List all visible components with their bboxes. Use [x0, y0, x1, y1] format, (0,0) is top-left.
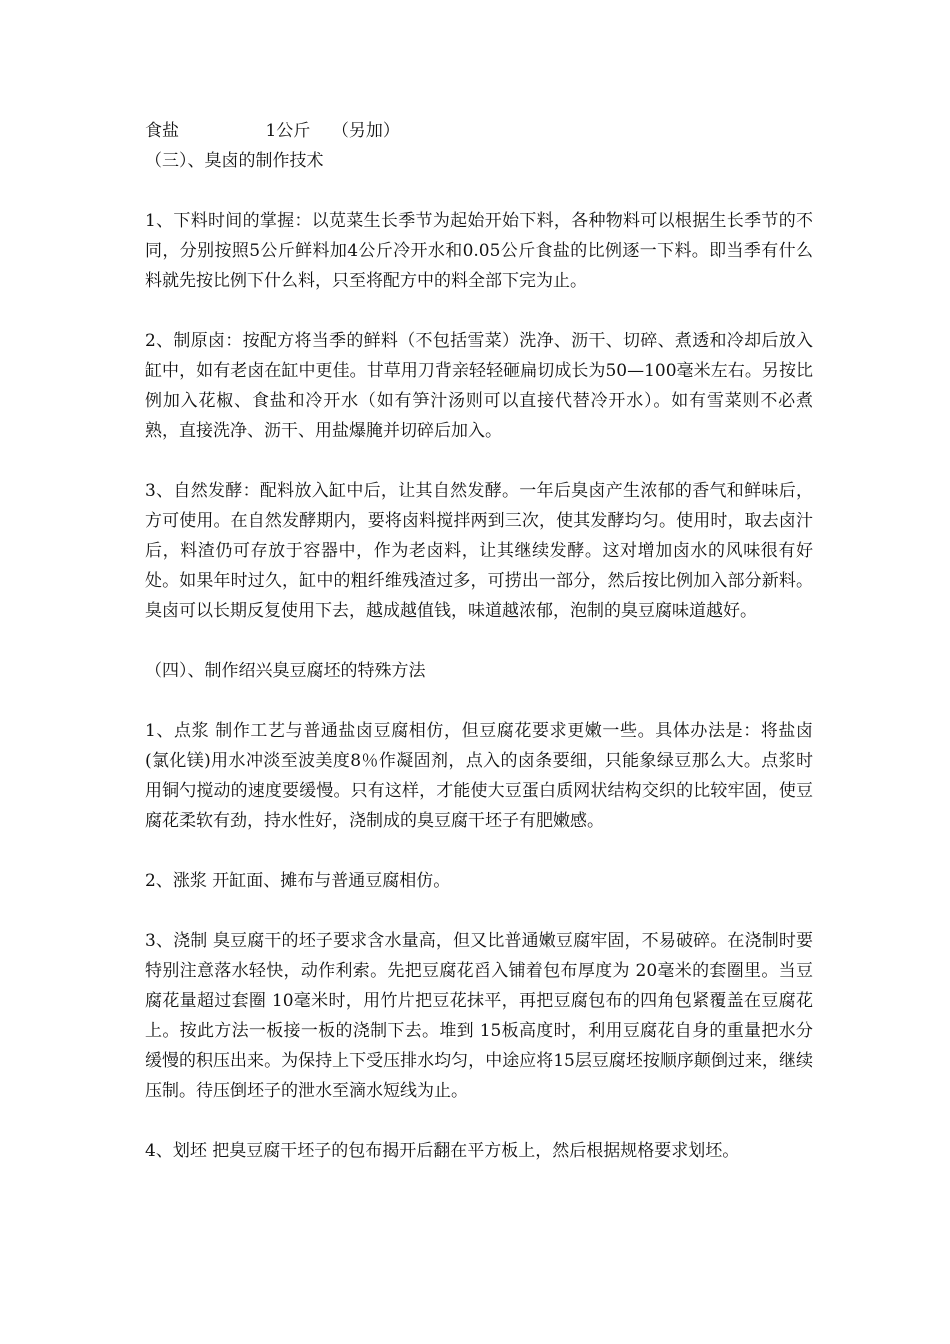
paragraph-swelling: 2、涨浆 开缸面、摊布与普通豆腐相仿。: [145, 871, 451, 891]
spacer: [145, 296, 813, 326]
section-3-title: （三）、臭卤的制作技术: [145, 151, 324, 171]
spacer: [145, 1106, 813, 1136]
spacer: [145, 446, 813, 476]
spacer: [145, 686, 813, 716]
paragraph-cutting: 4、划坯 把臭豆腐干坯子的包布揭开后翻在平方板上，然后根据规格要求划坯。: [145, 1141, 740, 1161]
paragraph-feeding-time: 1、下料时间的掌握：以苋菜生长季节为起始开始下料，各种物料可以根据生长季节的不同，分别按照5公斤鲜料加4公斤冷开水和0.05公斤食盐的比例逐一下料。即当季有什么料就先按比例下什么料，只至将配方中的料全部下完为止。: [145, 211, 813, 291]
paragraph-pouring: 3、浇制 臭豆腐干的坯子要求含水量高，但又比普通嫩豆腐牢固，不易破碎。在浇制时要特别注意落水轻快，动作利索。先把豆腐花舀入铺着包布厚度为 20毫米的套圈里。当豆腐花量超过套圈 10毫米时，用竹片把豆花抹平，再把豆腐包布的四角包紧覆盖在豆腐花上。按此方法一板接一板的浇制下去。堆到 15板高度时，利用豆腐花自身的重量把水分缓慢的积压出来。为保持上下受压排水均匀，中途应将15层豆腐坯按顺序颠倒过来，继续压制。待压倒坯子的泄水至滴水短线为止。: [145, 931, 813, 1101]
section-4-title: （四）、制作绍兴臭豆腐坯的特殊方法: [145, 661, 426, 681]
spacer: [145, 176, 813, 206]
salt-line: 食盐 1公斤 （另加）: [145, 121, 400, 141]
spacer: [145, 626, 813, 656]
spacer: [145, 836, 813, 866]
paragraph-making-brine: 2、制原卤：按配方将当季的鲜料（不包括雪菜）洗净、沥干、切碎、煮透和冷却后放入缸中，如有老卤在缸中更佳。甘草用刀背亲轻轻砸扁切成长为50—100毫米左右。另按比例加入花椒、食盐和冷开水（如有笋汁汤则可以直接代替冷开水）。如有雪菜则不必煮熟，直接洗净、沥干、用盐爆腌并切碎后加入。: [145, 331, 813, 441]
document-body: [145, 116, 813, 1166]
paragraph-coagulation: 1、点浆 制作工艺与普通盐卤豆腐相仿，但豆腐花要求更嫩一些。具体办法是：将盐卤(氯化镁)用水冲淡至波美度8％作凝固剂，点入的卤条要细，只能象绿豆那么大。点浆时用铜勺搅动的速度要缓慢。只有这样，才能使大豆蛋白质网状结构交织的比较牢固，使豆腐花柔软有劲，持水性好，浇制成的臭豆腐干坯子有肥嫩感。: [145, 721, 813, 831]
paragraph-natural-fermentation: 3、自然发酵：配料放入缸中后，让其自然发酵。一年后臭卤产生浓郁的香气和鲜味后，方可使用。在自然发酵期内，要将卤料搅拌两到三次，使其发酵均匀。使用时，取去卤汁后，料渣仍可存放于容器中，作为老卤料，让其继续发酵。这对增加卤水的风味很有好处。如果年时过久，缸中的粗纤维残渣过多，可捞出一部分，然后按比例加入部分新料。臭卤可以长期反复使用下去，越成越值钱，味道越浓郁，泡制的臭豆腐味道越好。: [145, 481, 813, 621]
spacer: [145, 896, 813, 926]
